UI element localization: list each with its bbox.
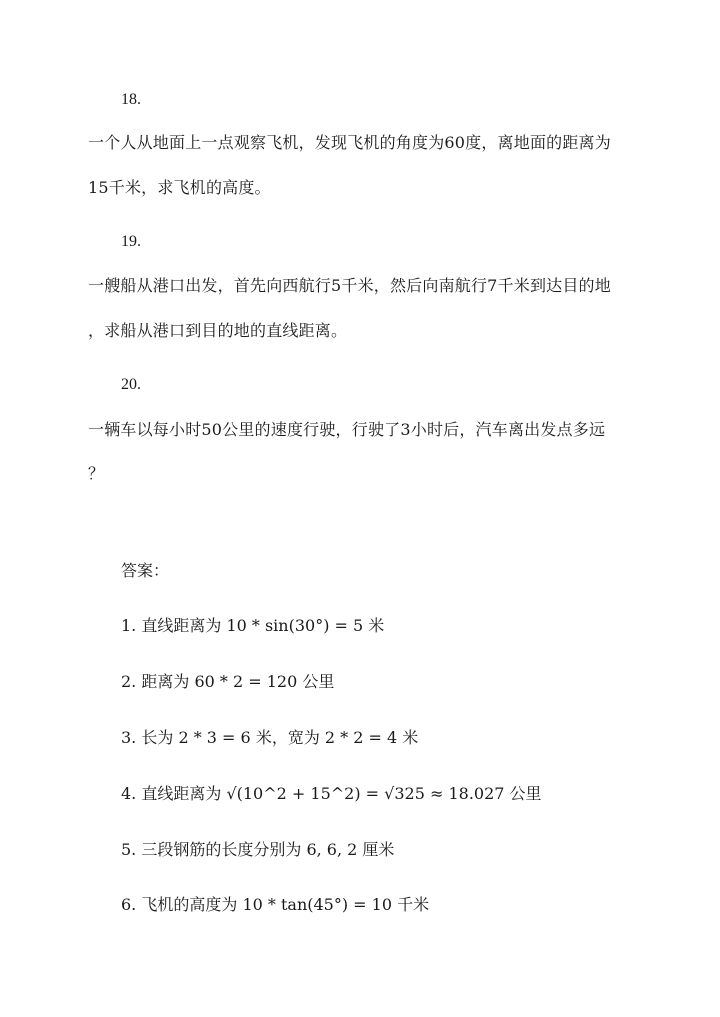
answer-item: 3. 长为 2 * 3 = 6 米，宽为 2 * 2 = 4 米	[121, 728, 419, 747]
question-text-line: 一辆车以每小时50公里的速度行驶，行驶了3小时后，汽车离出发点多远	[88, 420, 606, 439]
answer-item: 5. 三段钢筋的长度分别为 6, 6, 2 厘米	[121, 840, 395, 859]
answer-item: 1. 直线距离为 10 * sin(30°) = 5 米	[121, 616, 385, 635]
answers-heading: 答案：	[121, 561, 170, 580]
question-text-line: ？	[88, 464, 105, 483]
answer-item: 6. 飞机的高度为 10 * tan(45°) = 10 千米	[121, 895, 430, 914]
question-text-line: 15千米，求飞机的高度。	[88, 178, 271, 197]
question-text-line: 一艘船从港口出发，首先向西航行5千米，然后向南航行7千米到达目的地	[88, 276, 611, 295]
question-number: 20.	[121, 376, 141, 393]
answer-item: 4. 直线距离为 √(10^2 + 15^2) = √325 ≈ 18.027 公里	[121, 784, 542, 803]
question-number: 19.	[121, 233, 141, 250]
question-number: 18.	[121, 91, 141, 108]
question-text-line: 一个人从地面上一点观察飞机，发现飞机的角度为60度，离地面的距离为	[88, 133, 611, 152]
question-text-line: ，求船从港口到目的地的直线距离。	[88, 321, 348, 340]
answer-item: 2. 距离为 60 * 2 = 120 公里	[121, 672, 335, 691]
